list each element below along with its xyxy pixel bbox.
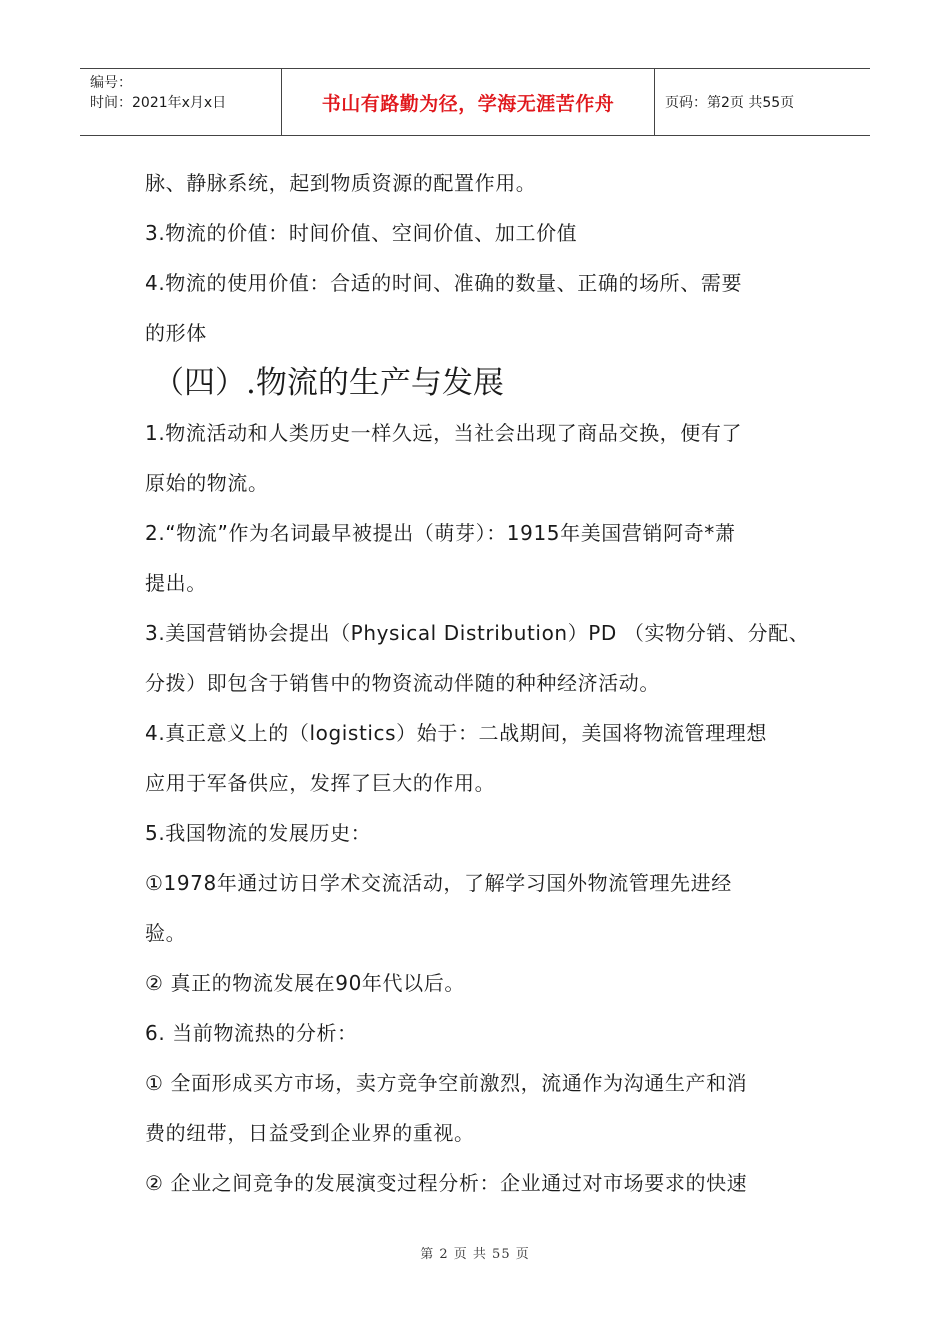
header-motto: 书山有路勤为径，学海无涯苦作舟 <box>282 69 655 135</box>
body-line: 5.我国物流的发展历史： <box>145 821 372 845</box>
body-line: 分拨）即包含于销售中的物资流动伴随的种种经济活动。 <box>145 671 660 695</box>
body-line: ② 真正的物流发展在90年代以后。 <box>145 971 465 995</box>
body-line: 3.美国营销协会提出（Physical Distribution）PD （实物分销、分配、 <box>145 621 810 645</box>
body-line: 3.物流的价值：时间价值、空间价值、加工价值 <box>145 221 578 245</box>
body-line: 提出。 <box>145 571 207 595</box>
body-line: 的形体 <box>145 321 207 345</box>
body-line: 4.真正意义上的（logistics）始于：二战期间，美国将物流管理理想 <box>145 721 767 745</box>
document-header <box>80 68 870 136</box>
document-body <box>145 158 815 1208</box>
header-meta <box>80 69 282 135</box>
section-heading: （四）.物流的生产与发展 <box>153 365 504 401</box>
body-line: 2.“物流”作为名词最早被提出（萌芽）：1915年美国营销阿奇*萧 <box>145 521 736 545</box>
body-line: 6. 当前物流热的分析： <box>145 1021 358 1045</box>
number-label: 编号： <box>90 75 132 91</box>
body-line: ①1978年通过访日学术交流活动，了解学习国外物流管理先进经 <box>145 871 732 895</box>
body-line: 4.物流的使用价值：合适的时间、准确的数量、正确的场所、需要 <box>145 271 743 295</box>
body-line: 原始的物流。 <box>145 471 269 495</box>
body-line: ① 全面形成买方市场，卖方竞争空前激烈，流通作为沟通生产和消 <box>145 1071 748 1095</box>
body-line: 1.物流活动和人类历史一样久远，当社会出现了商品交换，便有了 <box>145 421 743 445</box>
body-line: 验。 <box>145 921 187 945</box>
date-label: 时间：2021年x月x日 <box>90 95 227 111</box>
body-line: ② 企业之间竞争的发展演变过程分析：企业通过对市场要求的快速 <box>145 1171 748 1195</box>
body-line: 脉、静脉系统，起到物质资源的配置作用。 <box>145 171 537 195</box>
body-line: 应用于军备供应，发挥了巨大的作用。 <box>145 771 496 795</box>
body-line: 费的纽带，日益受到企业界的重视。 <box>145 1121 475 1145</box>
header-page-label: 页码：第2页 共55页 <box>665 95 795 111</box>
page-footer: 第 2 页 共 55 页 <box>420 1247 530 1262</box>
